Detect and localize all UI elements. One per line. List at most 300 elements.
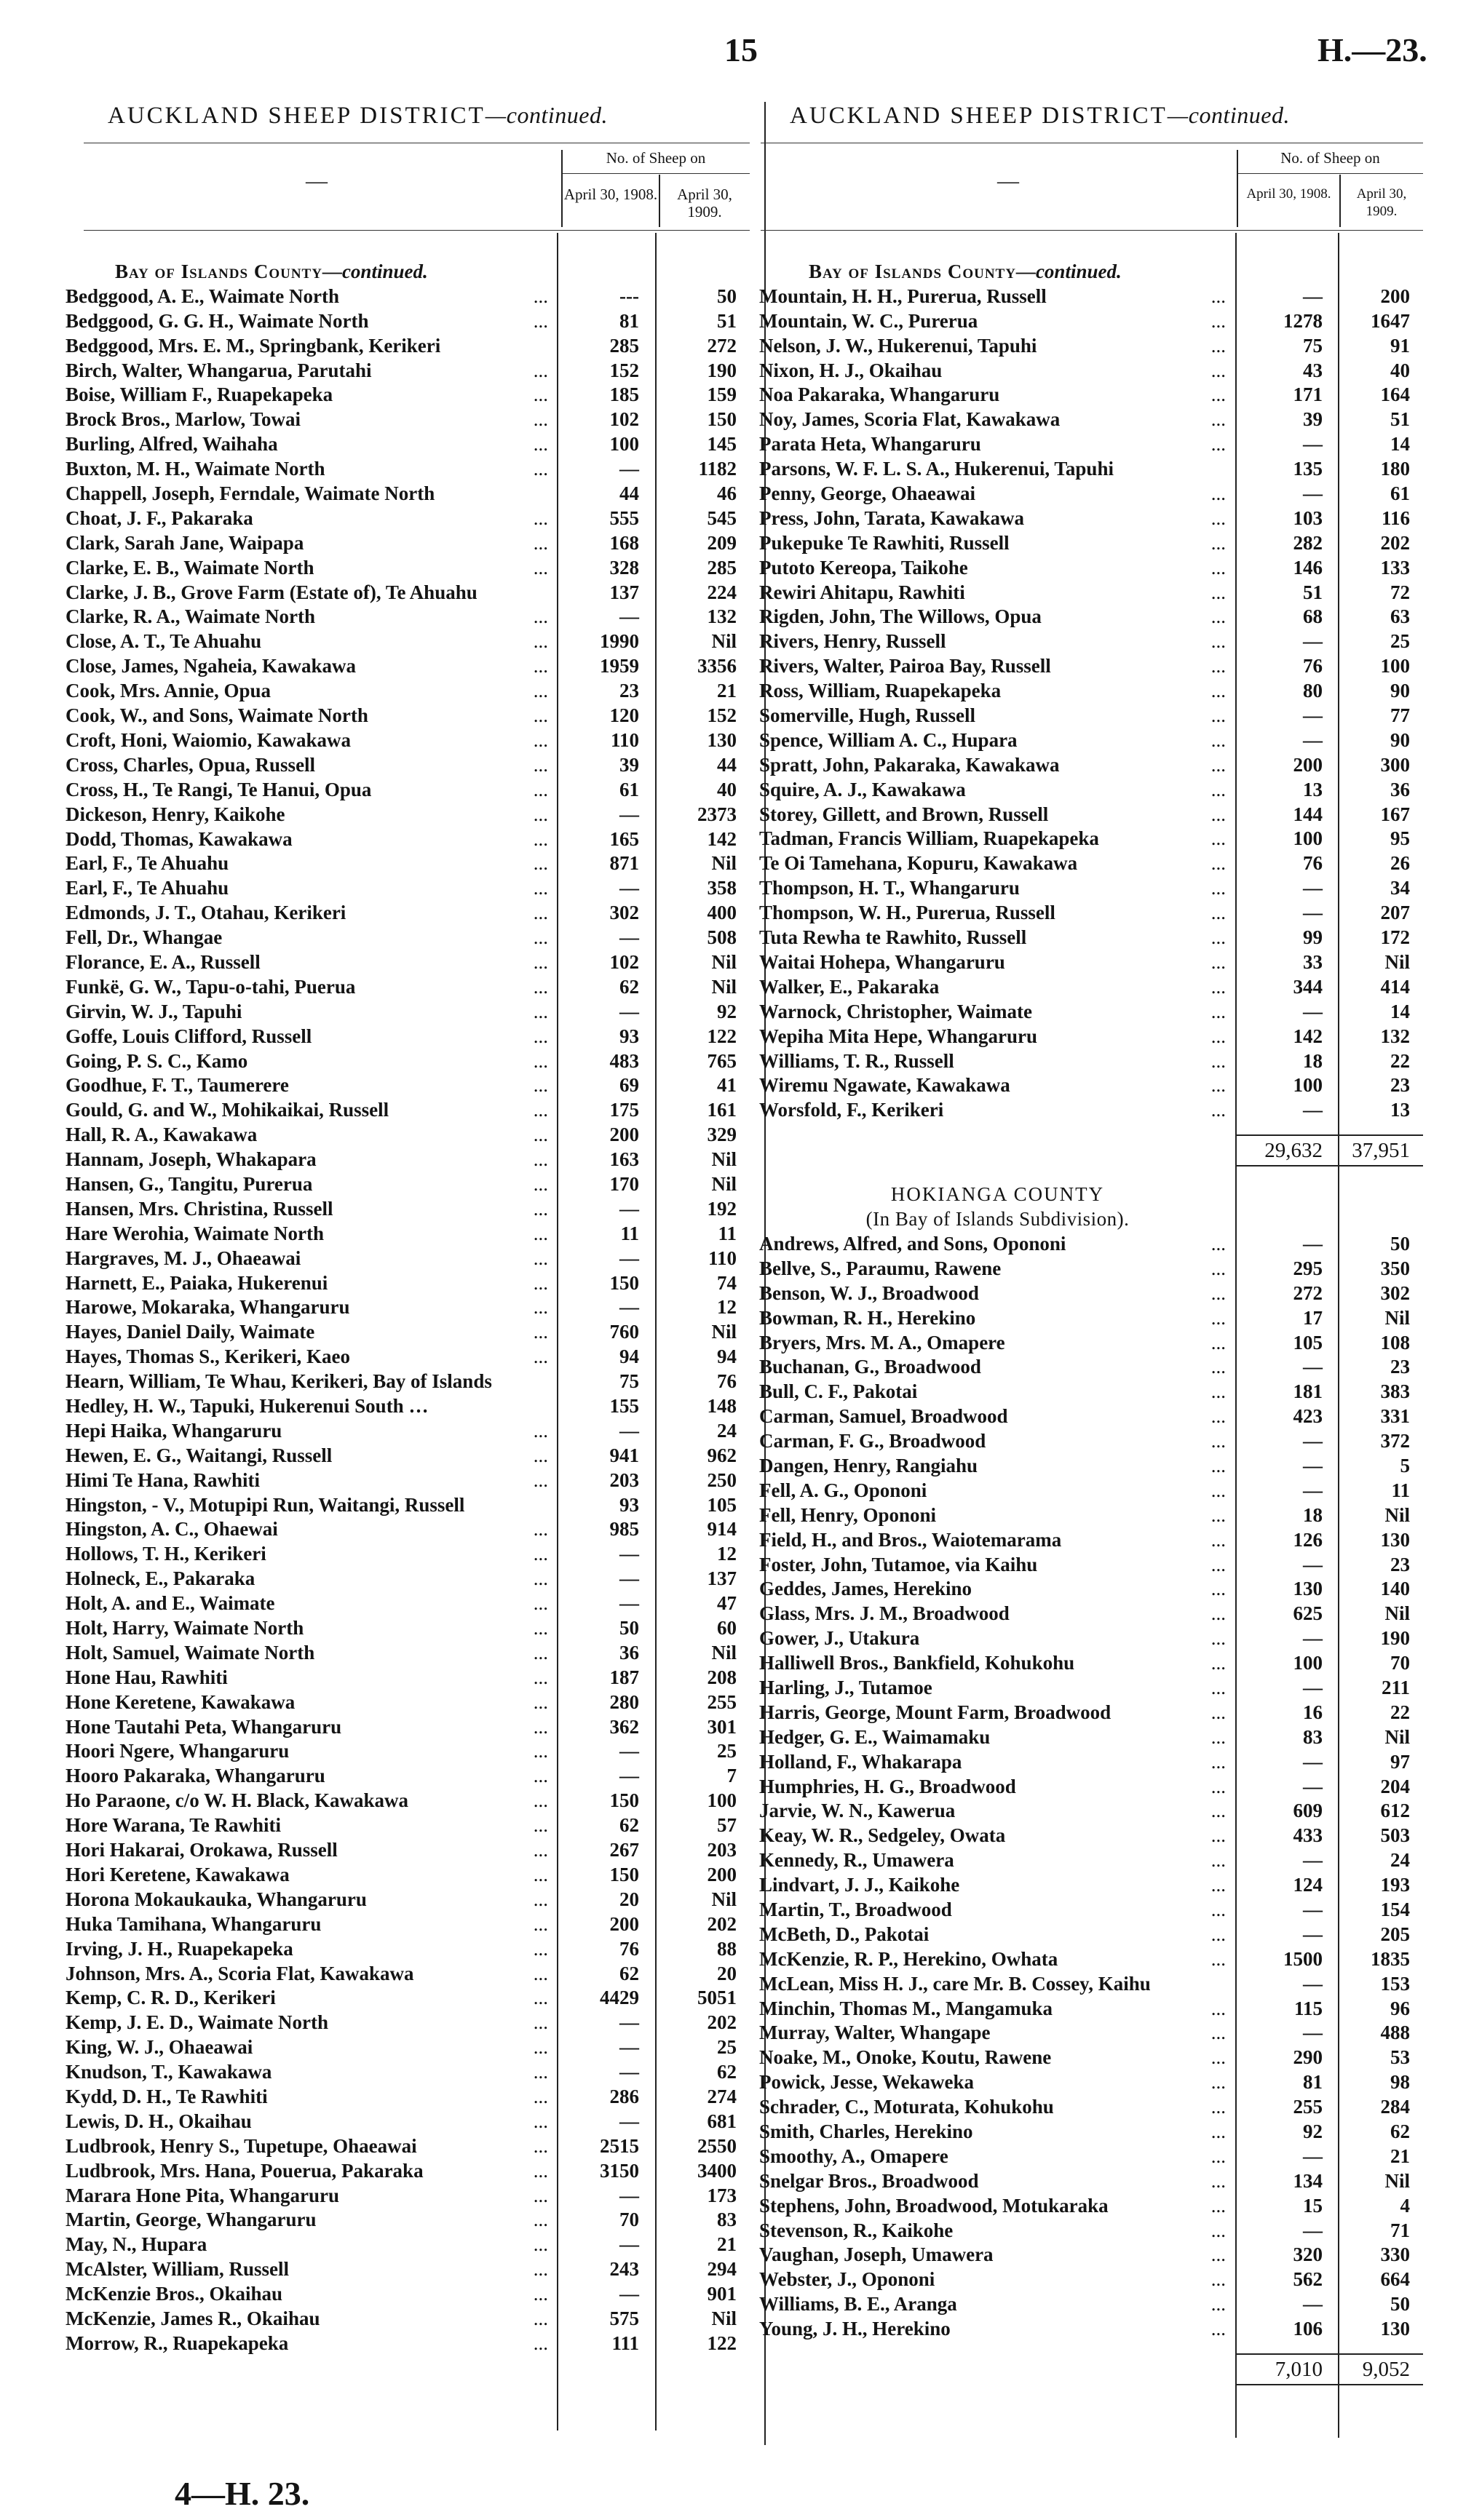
hokianga-county-heading: HOKIANGA COUNTY — [890, 1183, 1105, 1206]
sheep-1909: 190 — [1380, 1627, 1410, 1650]
owner-name-text: Edmonds, J. T., Otahau, Kerikeri — [66, 902, 346, 924]
sheep-1909: 207 — [1380, 902, 1410, 924]
owner-name-text: Carman, F. G., Broadwood — [759, 1430, 986, 1452]
owner-name — [759, 2317, 1236, 2342]
owner-name — [759, 1947, 1236, 1972]
sheep-1909: 154 — [1380, 1899, 1410, 1920]
owner-name — [66, 334, 558, 359]
owner-name-text: Martin, George, Whangaruru — [66, 2209, 317, 2231]
owner-name-text: Morrow, R., Ruapekapeka — [66, 2332, 289, 2354]
sheep-1909: 50 — [1390, 2293, 1410, 2316]
table-row — [66, 851, 750, 876]
sheep-1908: 146 — [1293, 556, 1323, 579]
bay-of-islands-total-row — [759, 1136, 1423, 1165]
dot-leader: ... — [533, 1740, 548, 1762]
sheep-1908: 62 — [619, 975, 639, 998]
dot-leader: ... — [1210, 926, 1226, 949]
dot-leader: ... — [533, 309, 548, 332]
sheep-1908: 163 — [609, 1148, 639, 1171]
sheep-1909: 503 — [1380, 1824, 1410, 1847]
sheep-1909: 250 — [707, 1468, 737, 1491]
owner-name-text: Murray, Walter, Whangape — [759, 2022, 991, 2044]
owner-name-text: Birch, Walter, Whangarua, Parutahi — [66, 359, 372, 381]
owner-name-text: Hearn, William, Te Whau, Kerikeri, Bay of Islands — [66, 1370, 492, 1393]
sheep-1908: 433 — [1293, 1824, 1323, 1847]
owner-name-text: Fell, Dr., Whangae — [66, 926, 223, 949]
dot-leader: ... — [1210, 1947, 1226, 1970]
owner-name — [66, 827, 558, 852]
sheep-1908: 200 — [609, 1912, 639, 1935]
sheep-1908: 280 — [609, 1690, 639, 1713]
page-footer: 4—H. 23. — [175, 2475, 310, 2512]
table-row — [66, 359, 750, 383]
table-row — [759, 728, 1423, 753]
owner-name-text: Hone Tautahi Peta, Whangaruru — [66, 1715, 342, 1738]
sheep-1909: 88 — [717, 1937, 737, 1960]
owner-name-text: Dangen, Henry, Rangiahu — [759, 1454, 978, 1476]
owner-name-text: Parsons, W. F. L. S. A., Hukerenui, Tapuhi — [759, 458, 1114, 480]
sheep-1908: 102 — [609, 408, 639, 431]
owner-name-text: Thompson, W. H., Purerua, Russell — [759, 902, 1055, 924]
table-row — [759, 1676, 1423, 1701]
dot-leader: ... — [533, 704, 548, 727]
owner-name — [759, 457, 1236, 482]
table-row — [759, 2095, 1423, 2120]
sheep-1908: — — [619, 1197, 639, 1220]
sheep-1909: 272 — [707, 334, 737, 357]
owner-name-text: Chappell, Joseph, Ferndale, Waimate North — [66, 482, 435, 505]
dot-leader: ... — [1210, 1627, 1226, 1650]
sheep-1909: 142 — [707, 827, 737, 850]
sheep-1909: Nil — [1384, 950, 1410, 973]
table-row — [66, 1641, 750, 1666]
owner-name — [66, 2060, 558, 2085]
dot-leader: ... — [1210, 531, 1226, 554]
owner-name — [759, 926, 1236, 950]
owner-name — [66, 359, 558, 383]
owner-name — [759, 876, 1236, 901]
sheep-1908: — — [1303, 1000, 1323, 1022]
sheep-1908: — — [1303, 1627, 1323, 1650]
sheep-1908: — — [619, 926, 639, 949]
right-col-group-header: No. of Sheep on — [1280, 149, 1380, 167]
sheep-1909: 152 — [707, 704, 737, 727]
dot-leader: ... — [533, 1074, 548, 1097]
owner-name-text: Holt, Harry, Waimate North — [66, 1617, 304, 1639]
sheep-1909: 132 — [1380, 1025, 1410, 1047]
dot-leader: ... — [533, 2085, 548, 2107]
table-row — [759, 1098, 1423, 1123]
owner-name — [759, 2046, 1236, 2070]
sheep-1909: 51 — [1390, 408, 1410, 431]
owner-name — [759, 1602, 1236, 1626]
sheep-1908: — — [1303, 1430, 1323, 1452]
table-row — [759, 704, 1423, 728]
sheep-1908: 103 — [1293, 506, 1323, 529]
dot-leader: ... — [533, 1715, 548, 1738]
sheep-1908: 170 — [609, 1172, 639, 1195]
sheep-1908: 1990 — [600, 630, 639, 653]
owner-name-text: King, W. J., Ohaeawai — [66, 2036, 253, 2059]
sheep-1909: 100 — [707, 1789, 737, 1812]
sheep-1908: 62 — [619, 1962, 639, 1984]
table-row — [759, 1380, 1423, 1404]
owner-name-text: Benson, W. J., Broadwood — [759, 1281, 979, 1304]
owner-name-text: Ludbrook, Henry S., Tupetupe, Ohaeawai — [66, 2134, 417, 2157]
sheep-1909: 508 — [707, 926, 737, 949]
sheep-1908: — — [619, 2110, 639, 2132]
dot-leader: ... — [533, 1000, 548, 1022]
table-row — [66, 1098, 750, 1123]
table-row — [759, 506, 1423, 531]
dot-leader: ... — [533, 458, 548, 480]
owner-name — [66, 1123, 558, 1148]
dot-leader: ... — [533, 753, 548, 776]
dot-leader: ... — [533, 408, 548, 431]
owner-name — [759, 1281, 1236, 1306]
owner-name-text: Hayes, Daniel Daily, Waimate — [66, 1321, 315, 1343]
sheep-1909: 167 — [1380, 803, 1410, 825]
table-row — [66, 1616, 750, 1641]
sheep-1909: 50 — [717, 285, 737, 307]
sheep-1909: 329 — [707, 1124, 737, 1146]
dot-leader: ... — [1210, 1281, 1226, 1304]
owner-name-text: Kennedy, R., Umawera — [759, 1849, 954, 1872]
owner-name — [759, 1000, 1236, 1025]
table-row — [759, 1404, 1423, 1429]
owner-name — [759, 1380, 1236, 1404]
table-row — [759, 531, 1423, 556]
owner-name-text: Ross, William, Ruapekapeka — [759, 680, 1002, 702]
owner-name-text: Hargraves, M. J., Ohaeawai — [66, 1247, 301, 1269]
owner-name-text: Burling, Alfred, Waihaha — [66, 433, 278, 456]
owner-name-text: Dodd, Thomas, Kawakawa — [66, 827, 293, 850]
owner-name — [66, 2159, 558, 2184]
dot-leader: ... — [1210, 1454, 1226, 1476]
right-name-col-header: — — [997, 169, 1019, 193]
sheep-1908: 134 — [1293, 2169, 1323, 2192]
table-row — [66, 1666, 750, 1690]
owner-name — [66, 1271, 558, 1296]
table-row — [66, 2184, 750, 2209]
table-row — [66, 1715, 750, 1740]
sheep-1909: 202 — [1380, 531, 1410, 554]
owner-name — [759, 1701, 1236, 1725]
table-row — [66, 1247, 750, 1271]
sheep-1908: 1500 — [1283, 1947, 1323, 1970]
dot-leader: ... — [1210, 2046, 1226, 2069]
sheep-1908: — — [1303, 1923, 1323, 1945]
right-col-b-header: April 30, 1909. — [1356, 186, 1407, 219]
owner-name-text: Harris, George, Mount Farm, Broadwood — [759, 1701, 1112, 1723]
sheep-1908: — — [619, 2061, 639, 2083]
dot-leader: ... — [533, 852, 548, 875]
sheep-1909: Nil — [711, 852, 737, 875]
sheep-1909: 159 — [707, 383, 737, 406]
sheep-1908: 150 — [609, 1863, 639, 1885]
owner-name — [66, 1863, 558, 1888]
sheep-1909: 331 — [1380, 1405, 1410, 1428]
dot-leader: ... — [1210, 556, 1226, 579]
owner-name-text: Kemp, C. R. D., Kerikeri — [66, 1987, 276, 2009]
dot-leader: ... — [1210, 827, 1226, 850]
sheep-1908: 320 — [1293, 2243, 1323, 2266]
owner-name-text: Williams, T. R., Russell — [759, 1049, 954, 1072]
owner-name — [66, 1838, 558, 1863]
owner-name-text: Fell, A. G., Opononi — [759, 1479, 927, 1501]
table-row — [759, 1528, 1423, 1553]
table-row — [759, 359, 1423, 383]
sheep-1909: 208 — [707, 1666, 737, 1688]
dot-leader: ... — [533, 728, 548, 751]
sheep-1909: 71 — [1390, 2219, 1410, 2241]
owner-name — [759, 654, 1236, 679]
table-row — [66, 1172, 750, 1197]
dot-leader: ... — [1210, 680, 1226, 702]
owner-name — [66, 2282, 558, 2307]
dot-leader: ... — [533, 1025, 548, 1047]
dot-leader: ... — [533, 1592, 548, 1615]
owner-name — [759, 1025, 1236, 1049]
sheep-1909: 193 — [1380, 1874, 1410, 1896]
owner-name — [759, 2070, 1236, 2095]
sheep-1908: 106 — [1293, 2318, 1323, 2340]
sheep-1908: — — [1303, 1676, 1323, 1698]
owner-name — [66, 1222, 558, 1247]
sheep-1908: 80 — [1303, 680, 1323, 702]
table-row — [759, 778, 1423, 803]
sheep-1909: 1182 — [698, 458, 737, 480]
dot-leader: ... — [1210, 1899, 1226, 1920]
owner-name-text: Press, John, Tarata, Kawakawa — [759, 506, 1025, 529]
sheep-1909: 488 — [1380, 2022, 1410, 2044]
sheep-1909: 23 — [1390, 1553, 1410, 1575]
sheep-1909: 90 — [1390, 728, 1410, 751]
owner-name-text: Lewis, D. H., Okaihau — [66, 2110, 252, 2132]
table-row — [66, 2233, 750, 2257]
owner-name-text: Horona Mokaukauka, Whangaruru — [66, 1888, 367, 1910]
dot-leader: ... — [1210, 1000, 1226, 1022]
sheep-1908: 92 — [1303, 2120, 1323, 2143]
table-row — [759, 1000, 1423, 1025]
table-row — [759, 1025, 1423, 1049]
owner-name-text: Somerville, Hugh, Russell — [759, 704, 976, 727]
table-row — [66, 1000, 750, 1025]
sheep-1908: 111 — [611, 2332, 639, 2354]
sheep-1909: 545 — [707, 506, 737, 529]
table-row — [66, 2011, 750, 2035]
owner-name-text: Cross, Charles, Opua, Russell — [66, 753, 316, 776]
sheep-1909: 22 — [1390, 1049, 1410, 1072]
owner-name — [759, 506, 1236, 531]
dot-leader: ... — [533, 1937, 548, 1960]
table-row — [759, 876, 1423, 901]
dot-leader: ... — [533, 605, 548, 628]
table-row — [66, 1567, 750, 1591]
owner-name-text: Penny, George, Ohaeawai — [759, 482, 975, 505]
sheep-1909: 36 — [1390, 778, 1410, 800]
owner-name — [66, 2085, 558, 2110]
table-row — [759, 2292, 1423, 2317]
owner-name — [759, 432, 1236, 457]
table-row — [759, 1602, 1423, 1626]
sheep-1908: 625 — [1293, 1602, 1323, 1625]
table-row — [759, 2046, 1423, 2070]
table-row — [759, 309, 1423, 334]
owner-name-text: Powick, Jesse, Wekaweka — [759, 2071, 974, 2094]
owner-name — [66, 1591, 558, 1616]
owner-name-text: Holneck, E., Pakaraka — [66, 1567, 255, 1590]
dot-leader: ... — [1210, 1652, 1226, 1674]
sheep-1908: 328 — [609, 556, 639, 579]
owner-name — [759, 1429, 1236, 1454]
owner-name — [66, 728, 558, 753]
owner-name — [759, 1098, 1236, 1123]
sheep-1909: 130 — [1380, 2318, 1410, 2340]
table-row — [66, 1789, 750, 1813]
sheep-1908: 100 — [1293, 827, 1323, 850]
owner-name-text: Bryers, Mrs. M. A., Omapere — [759, 1331, 1005, 1354]
table-row — [66, 1690, 750, 1715]
dot-leader: ... — [533, 2036, 548, 2059]
dot-leader: ... — [533, 506, 548, 529]
owner-name — [66, 1542, 558, 1567]
sheep-1908: 483 — [609, 1049, 639, 1072]
table-row — [759, 2169, 1423, 2194]
owner-name — [66, 950, 558, 975]
sheep-1909: 224 — [707, 581, 737, 603]
owner-name — [759, 1503, 1236, 1528]
owner-name-text: Wiremu Ngawate, Kawakawa — [759, 1074, 1010, 1097]
table-row — [759, 1873, 1423, 1898]
dot-leader: ... — [533, 975, 548, 998]
sheep-1908: 23 — [619, 680, 639, 702]
table-row — [759, 1997, 1423, 2022]
owner-name-text: Hayes, Thomas S., Kerikeri, Kaeo — [66, 1346, 350, 1368]
sheep-1908: — — [1303, 1479, 1323, 1501]
owner-name — [759, 950, 1236, 975]
sheep-1909: Nil — [711, 1172, 737, 1195]
dot-leader: ... — [1210, 2293, 1226, 2316]
table-row — [66, 2134, 750, 2159]
sheep-1909: 5 — [1400, 1454, 1410, 1476]
dot-leader: ... — [533, 1468, 548, 1491]
dot-leader: ... — [1210, 1602, 1226, 1625]
owner-name-text: Schrader, C., Moturata, Kohukohu — [759, 2096, 1054, 2118]
table-row — [759, 1073, 1423, 1098]
right-header-mid-rule — [1237, 173, 1423, 174]
owner-name — [66, 851, 558, 876]
owner-name — [759, 1479, 1236, 1503]
owner-name — [66, 876, 558, 901]
table-row — [66, 827, 750, 852]
table-row — [66, 309, 750, 334]
sheep-1909: 209 — [707, 531, 737, 554]
sheep-1908: 44 — [619, 482, 639, 505]
owner-name-text: Warnock, Christopher, Waimate — [759, 1000, 1033, 1022]
owner-name-text: Hedley, H. W., Tapuki, Hukerenui South … — [66, 1395, 429, 1417]
table-row — [759, 285, 1423, 309]
dot-leader: ... — [1210, 1824, 1226, 1847]
dot-leader: ... — [533, 2283, 548, 2305]
sheep-1908: 150 — [609, 1271, 639, 1294]
dot-leader: ... — [1210, 1074, 1226, 1097]
dot-leader: ... — [533, 531, 548, 554]
owner-name-text: Tadman, Francis William, Ruapekapeka — [759, 827, 1099, 850]
sheep-1909: 901 — [707, 2283, 737, 2305]
sheep-1909: Nil — [711, 1321, 737, 1343]
table-row — [66, 2282, 750, 2307]
table-row — [66, 383, 750, 408]
sheep-1908: 175 — [609, 1099, 639, 1121]
dot-leader: ... — [1210, 975, 1226, 998]
dot-leader: ... — [533, 1765, 548, 1787]
dot-leader: ... — [533, 1222, 548, 1244]
dot-leader: ... — [533, 1197, 548, 1220]
table-row — [66, 605, 750, 629]
dot-leader: ... — [533, 1148, 548, 1171]
dot-leader: ... — [533, 1271, 548, 1294]
table-row — [66, 2085, 750, 2110]
table-row — [66, 1813, 750, 1838]
table-row — [759, 457, 1423, 482]
owner-name — [759, 803, 1236, 827]
dot-leader: ... — [1210, 704, 1226, 727]
sheep-1909: 765 — [707, 1049, 737, 1072]
dot-leader: ... — [1210, 2022, 1226, 2044]
table-row — [66, 506, 750, 531]
sheep-1909: 130 — [707, 728, 737, 751]
owner-name — [66, 1517, 558, 1542]
owner-name-text: Hollows, T. H., Kerikeri — [66, 1543, 266, 1565]
owner-name — [759, 1528, 1236, 1553]
owner-name-text: Close, James, Ngaheia, Kawakawa — [66, 655, 356, 677]
table-row — [66, 1986, 750, 2011]
sheep-1909: 26 — [1390, 852, 1410, 875]
owner-name — [66, 1049, 558, 1074]
dot-leader: ... — [533, 2332, 548, 2354]
sheep-1909: 205 — [1380, 1923, 1410, 1945]
owner-name — [66, 1345, 558, 1370]
owner-name — [66, 1641, 558, 1666]
table-row — [759, 1972, 1423, 1997]
owner-name — [66, 1148, 558, 1172]
owner-name-text: Keay, W. R., Sedgeley, Owata — [759, 1824, 1006, 1847]
table-row — [66, 1764, 750, 1789]
owner-name — [66, 1912, 558, 1937]
owner-name-text: Hone Keretene, Kawakawa — [66, 1690, 296, 1713]
left-title — [108, 102, 608, 130]
owner-name — [759, 309, 1236, 334]
owner-name-text: Mountain, W. C., Purerua — [759, 309, 978, 332]
dot-leader: ... — [533, 1641, 548, 1664]
sheep-1908: — — [619, 1296, 639, 1319]
dot-leader: ... — [1210, 1257, 1226, 1279]
sheep-1908: 1278 — [1283, 309, 1323, 332]
hokianga-county-subheading: (In Bay of Islands Subdivision). — [865, 1208, 1130, 1231]
sheep-1909: 204 — [1380, 1775, 1410, 1797]
sheep-1909: 41 — [717, 1074, 737, 1097]
dot-leader: ... — [1210, 581, 1226, 603]
sheep-1908: 126 — [1293, 1528, 1323, 1551]
owner-name-text: Hannam, Joseph, Whakapara — [66, 1148, 317, 1171]
owner-name — [759, 778, 1236, 803]
sheep-1908: — — [1303, 704, 1323, 727]
owner-name-text: Choat, J. F., Pakaraka — [66, 506, 253, 529]
owner-name-text: Pukepuke Te Rawhiti, Russell — [759, 531, 1010, 554]
sheep-1909: Nil — [1384, 1503, 1410, 1526]
owner-name — [759, 1577, 1236, 1602]
